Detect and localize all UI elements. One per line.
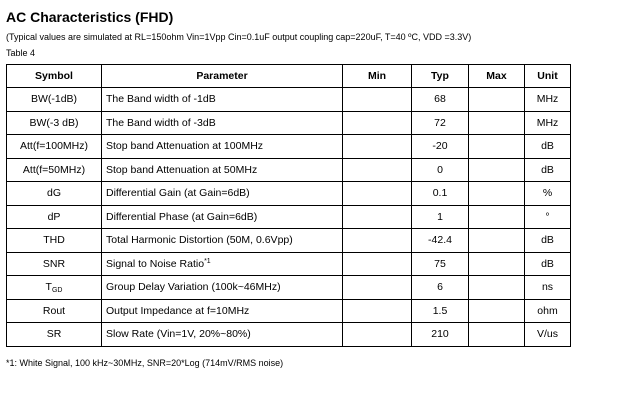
cell-parameter: Output Impedance at f=10MHz [102,299,343,323]
cell-symbol: SNR [7,252,102,276]
header-min: Min [343,65,412,88]
table-row [7,252,571,276]
cell-typ: 6 [412,276,469,300]
cell-parameter: Differential Gain (at Gain=6dB) [102,182,343,206]
cell-unit: MHz [525,111,571,135]
cell-unit: MHz [525,88,571,112]
cell-max [469,111,525,135]
table-row [7,158,571,182]
ac-characteristics-table [6,64,571,347]
cell-symbol: BW(-3 dB) [7,111,102,135]
cell-unit: dB [525,252,571,276]
cell-min [343,276,412,300]
footnote-ref: *1 [204,257,211,265]
cell-unit: ns [525,276,571,300]
cell-max [469,323,525,347]
cell-max [469,299,525,323]
table-row [7,323,571,347]
cell-typ: 68 [412,88,469,112]
cell-parameter: The Band width of -3dB [102,111,343,135]
cell-min [343,229,412,253]
cell-unit: V/us [525,323,571,347]
table-row [7,111,571,135]
cell-symbol: dG [7,182,102,206]
table-row [7,299,571,323]
cell-max [469,229,525,253]
cell-unit: ° [525,205,571,229]
cell-typ: 75 [412,252,469,276]
cell-typ: 1.5 [412,299,469,323]
cell-typ: 0 [412,158,469,182]
table-row [7,135,571,159]
cell-typ: 210 [412,323,469,347]
cell-unit: dB [525,229,571,253]
cell-unit: % [525,182,571,206]
cell-max [469,276,525,300]
cell-min [343,88,412,112]
header-parameter: Parameter [102,65,343,88]
cell-symbol: SR [7,323,102,347]
table-row [7,205,571,229]
cell-max [469,205,525,229]
table-row [7,229,571,253]
cell-symbol: BW(-1dB) [7,88,102,112]
symbol-text: T [45,280,52,293]
cell-max [469,88,525,112]
cell-parameter: Differential Phase (at Gain=6dB) [102,205,343,229]
cell-typ: 0.1 [412,182,469,206]
cell-parameter: Total Harmonic Distortion (50M, 0.6Vpp) [102,229,343,253]
cell-symbol [7,276,102,300]
cell-min [343,158,412,182]
table-row [7,88,571,112]
cell-min [343,182,412,206]
cell-max [469,182,525,206]
cell-min [343,299,412,323]
cell-unit: dB [525,135,571,159]
cell-typ: -42.4 [412,229,469,253]
cell-max [469,252,525,276]
table-header-row [7,65,571,88]
cell-min [343,205,412,229]
cell-typ: 72 [412,111,469,135]
header-symbol: Symbol [7,65,102,88]
cell-min [343,111,412,135]
cell-parameter: Slow Rate (Vin=1V, 20%~80%) [102,323,343,347]
cell-typ: 1 [412,205,469,229]
header-unit: Unit [525,65,571,88]
cell-unit: dB [525,158,571,182]
cell-unit: ohm [525,299,571,323]
cell-max [469,158,525,182]
cell-symbol: dP [7,205,102,229]
table-row [7,276,571,300]
cell-parameter: Stop band Attenuation at 100MHz [102,135,343,159]
cell-symbol: Att(f=100MHz) [7,135,102,159]
table-row [7,182,571,206]
parameter-text: Signal to Noise Ratio [106,257,205,270]
table-label: Table 4 [6,48,36,58]
test-conditions-note: (Typical values are simulated at RL=150ohm Vin=1Vpp Cin=0.1uF output coupling cap=220uF, T=40 ºC, VDD =3.3V) [6,32,472,42]
section-title: AC Characteristics (FHD) [6,9,174,25]
cell-min [343,135,412,159]
header-typ: Typ [412,65,469,88]
cell-parameter: Group Delay Variation (100k~46MHz) [102,276,343,300]
header-max: Max [469,65,525,88]
cell-parameter: Stop band Attenuation at 50MHz [102,158,343,182]
footnote: *1: White Signal, 100 kHz~30MHz, SNR=20*Log (714mV/RMS noise) [6,358,284,368]
cell-symbol: THD [7,229,102,253]
cell-parameter: The Band width of -1dB [102,88,343,112]
cell-symbol: Rout [7,299,102,323]
symbol-subscript: GD [51,286,63,294]
cell-symbol: Att(f=50MHz) [7,158,102,182]
cell-parameter [102,252,343,276]
cell-min [343,252,412,276]
cell-typ: -20 [412,135,469,159]
cell-min [343,323,412,347]
cell-max [469,135,525,159]
